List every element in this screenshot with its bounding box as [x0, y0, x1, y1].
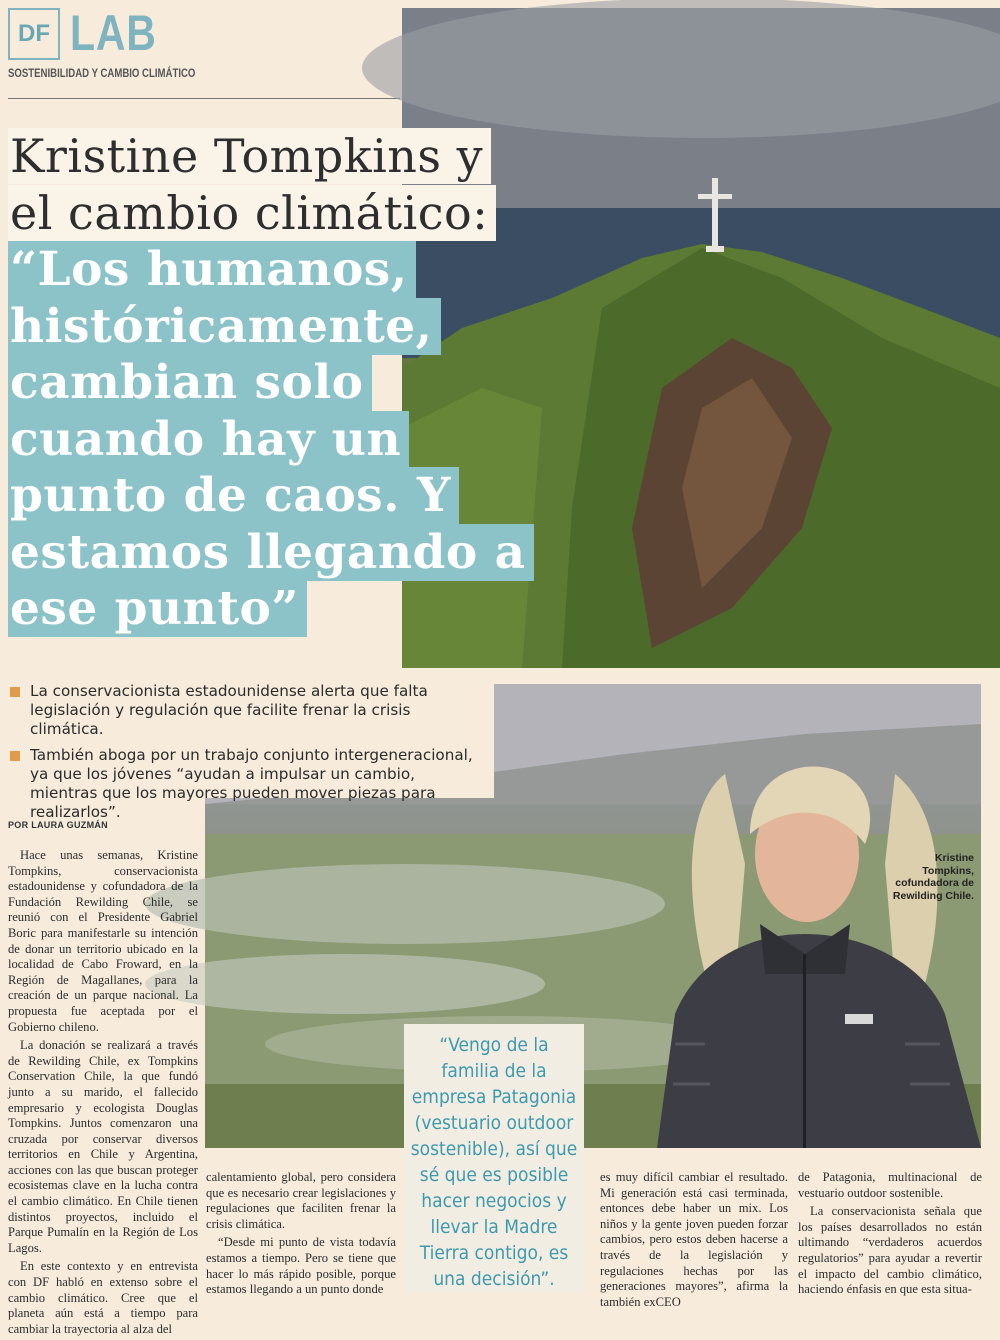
body-paragraph: calentamiento global, pero considera que es necesario crear legislaciones y regulaciones que faciliten frenar la crisis climática. — [206, 1170, 396, 1231]
photo-caption: Kristine Tompkins, cofundadora de Rewilding Chile. — [892, 852, 974, 902]
body-column-1 — [8, 848, 198, 1340]
bullet-square-icon — [10, 751, 20, 761]
body-paragraph: La donación se realizará a través de Rewilding Chile, ex Tompkins Conservation Chile, la que fundó junto a su marido, el fallecido empresario y ecologista Douglas Tompkins. Juntos comenzaron una cruzada por conservar diversos territorios en Chile y Argentina, acciones con las que buscan proteger ecosistemas clave en la lucha contra el cambio climático. En Chile tienen distintos proyectos, incluido el Parque Pumalín en la Región de Los Lagos. — [8, 1038, 198, 1255]
body-paragraph: es muy difícil cambiar el resultado. Mi generación está casi terminada, entonces debe haber un mix. Los niños y la gente joven pueden forzar cambios, pero estos deben hacerse a través de la legislación y regulaciones hechas por las generaciones mayores”, afirma la también exCEO — [600, 1170, 788, 1309]
bullet-square-icon — [10, 687, 20, 697]
body-paragraph: “Desde mi punto de vista todavía estamos a tiempo. Pero se tiene que hacer lo más rápido posible, porque estamos llegando a un punto donde — [206, 1235, 396, 1297]
body-column-4 — [798, 1170, 982, 1301]
headline-quote-line: cambian solo — [8, 354, 372, 411]
masthead — [8, 5, 400, 98]
masthead-divider — [8, 98, 400, 99]
body-paragraph: La conservacionista señala que los países desarrollados no están ultimando “verdaderos acuerdos regulatorios” para ayudar a revertir el impacto del cambio climático, haciendo énfasis en que esta situa- — [798, 1204, 982, 1297]
headline-line: Kristine Tompkins y — [8, 128, 491, 184]
bullet-text: También aboga por un trabajo conjunto intergeneracional, ya que los jóvenes “ayudan a impulsar un cambio, mientras que los mayores pueden mover piezas para realizarlos”. — [30, 746, 473, 821]
section-title: LAB — [70, 5, 157, 61]
body-paragraph: de Patagonia, multinacional de vestuario outdoor sostenible. — [798, 1170, 982, 1200]
body-column-3 — [600, 1170, 788, 1313]
headline-quote-line: “Los humanos, — [8, 241, 416, 298]
summary-bullets — [0, 676, 494, 821]
body-paragraph: En este contexto y en entrevista con DF habló en extenso sobre el cambio climático. Cree que el planeta aún está a tiempo para cambiar la trayectoria al alza del — [8, 1259, 198, 1336]
body-column-2 — [206, 1170, 396, 1301]
bullet-text: La conservacionista estadounidense alerta que falta legislación y regulación que facilite frenar la crisis climática. — [30, 682, 428, 738]
summary-bullet — [10, 746, 486, 822]
df-logo: DF — [8, 8, 60, 60]
pull-quote: “Vengo de la familia de la empresa Patagonia (vestuario outdoor sostenible), así que sé que es posible hacer negocios y llevar la Madre Tierra contigo, es una decisión”. — [404, 1024, 584, 1292]
section-subtitle: SOSTENIBILIDAD Y CAMBIO CLIMÁTICO — [8, 66, 196, 80]
headline — [8, 128, 526, 637]
headline-quote-line: ese punto” — [8, 580, 307, 637]
headline-quote-line: estamos llegando a — [8, 524, 534, 581]
byline: POR LAURA GUZMÁN — [8, 820, 108, 830]
body-paragraph: Hace unas semanas, Kristine Tompkins, conservacionista estadounidense y cofundadora de la Fundación Rewilding Chile, se reunió con el Presidente Gabriel Boric para manifestarle su intención de donar un territorio ubicado en la localidad de Cabo Froward, en la Región de Magallanes, para la creación de un parque nacional. La propuesta fue aceptada por el Gobierno chileno. — [8, 848, 198, 1034]
summary-bullet — [10, 682, 486, 739]
headline-quote-line: cuando hay un — [8, 411, 409, 468]
headline-line: el cambio climático: — [8, 185, 496, 241]
headline-quote-line: históricamente, — [8, 298, 441, 355]
headline-quote-line: punto de caos. Y — [8, 467, 459, 524]
